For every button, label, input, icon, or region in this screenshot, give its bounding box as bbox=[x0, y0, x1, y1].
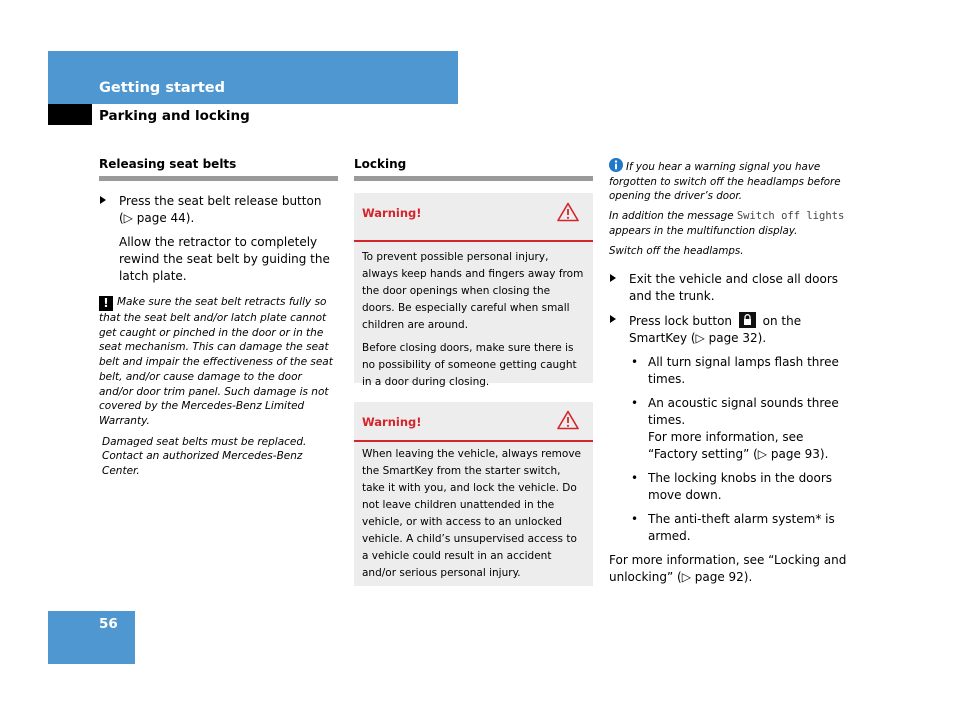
middle-column bbox=[354, 157, 593, 181]
display-message-code: Switch off lights bbox=[736, 210, 845, 223]
step-text: Exit the vehicle and close all doors and the trunk. bbox=[629, 272, 839, 304]
right-column bbox=[609, 158, 849, 586]
left-column bbox=[99, 157, 338, 479]
bullet-dot: • bbox=[631, 355, 639, 370]
warning-body bbox=[354, 242, 593, 405]
subsection-marker bbox=[48, 104, 92, 125]
bullet-dot: • bbox=[631, 471, 639, 486]
left-column-title: Releasing seat belts bbox=[99, 157, 338, 181]
bullet-text: The anti-theft alarm system* is armed. bbox=[648, 512, 835, 544]
bullet-text: The locking knobs in the doors move down. bbox=[648, 471, 833, 503]
warning-box-2 bbox=[354, 402, 593, 586]
bullet-text: All turn signal lamps flash three times. bbox=[648, 355, 839, 387]
warning-text: Before closing doors, make sure there is no possibility of someone getting caught in a door during closing. bbox=[362, 342, 577, 388]
step-text: Press the seat belt release button (▷ page 44). bbox=[119, 194, 322, 225]
warning-triangle-icon bbox=[557, 202, 579, 222]
notice-paragraph bbox=[99, 295, 338, 429]
info-text: If you hear a warning signal you have forgotten to switch off the headlamps before opening the driver’s door. bbox=[609, 161, 841, 203]
warning-header bbox=[354, 402, 593, 442]
subsection-title: Parking and locking bbox=[99, 108, 250, 124]
info-icon bbox=[609, 158, 623, 172]
middle-column-title: Locking bbox=[354, 157, 593, 181]
bullet-dot: • bbox=[631, 396, 639, 411]
warning-label: Warning! bbox=[362, 206, 422, 220]
bullet-item bbox=[609, 395, 849, 463]
info-paragraph bbox=[609, 158, 849, 204]
section-title: Getting started bbox=[99, 80, 225, 96]
warning-text: When leaving the vehicle, always remove the SmartKey from the starter switch, take it with you, and lock the vehicle. Do not leave children unattended in the vehicle, or with access to an unlocked vehicle. A child’s unsupervised access to a vehicle could result in an accident and/or serious personal injury. bbox=[362, 448, 581, 579]
step-arrow-icon bbox=[610, 315, 616, 323]
warning-triangle-icon bbox=[557, 410, 579, 430]
step-arrow-icon bbox=[610, 274, 616, 282]
bullet-text: An acoustic signal sounds three times. bbox=[648, 396, 839, 428]
step-text: Allow the retractor to completely rewind the seat belt by guiding the latch plate. bbox=[119, 235, 330, 283]
warning-body bbox=[354, 442, 593, 596]
info-paragraph-2 bbox=[609, 209, 849, 238]
step-item bbox=[609, 312, 849, 347]
warning-label: Warning! bbox=[362, 415, 422, 429]
step-text: on the SmartKey (▷ page 32). bbox=[629, 314, 802, 346]
lock-button-icon bbox=[739, 312, 756, 328]
info-paragraph-3: Switch off the headlamps. bbox=[609, 244, 744, 257]
step-item bbox=[609, 271, 849, 305]
header-band bbox=[48, 51, 458, 104]
bullet-item bbox=[609, 511, 849, 545]
step-text: Press lock button bbox=[629, 314, 733, 329]
page-number-box bbox=[48, 611, 135, 664]
notice-text: Make sure the seat belt retracts fully so that the seat belt and/or latch plate cannot get caught or pinched in the door or in the seat mechanism. This can damage the seat belt and impair the effectiveness of the seat belt, and/or cause damage to the door and/or door trim panel. Such damage is not covered by the Mercedes-Benz Limited Warranty. bbox=[99, 296, 333, 427]
step-item bbox=[99, 193, 338, 227]
bullet-item bbox=[609, 354, 849, 388]
warning-box-1 bbox=[354, 193, 593, 388]
bullet-dot: • bbox=[631, 512, 639, 527]
info-text: In addition the message bbox=[609, 210, 734, 223]
notice-paragraph-2: Damaged seat belts must be replaced. Contact an authorized Mercedes-Benz Center. bbox=[102, 435, 307, 478]
warning-header bbox=[354, 193, 593, 242]
page-number: 56 bbox=[99, 616, 118, 632]
footer-paragraph: For more information, see “Locking and unlocking” (▷ page 92). bbox=[609, 553, 847, 585]
exclamation-icon: ! bbox=[99, 296, 113, 311]
bullet-item bbox=[609, 470, 849, 504]
step-continuation bbox=[99, 234, 338, 285]
bullet-text: For more information, see “Factory setting” (▷ page 93). bbox=[648, 430, 829, 462]
step-arrow-icon bbox=[100, 196, 106, 204]
warning-text: To prevent possible personal injury, always keep hands and fingers away from the door openings when closing the doors. Be especially careful when small children are around. bbox=[362, 251, 584, 331]
info-text: appears in the multifunction display. bbox=[609, 224, 798, 237]
